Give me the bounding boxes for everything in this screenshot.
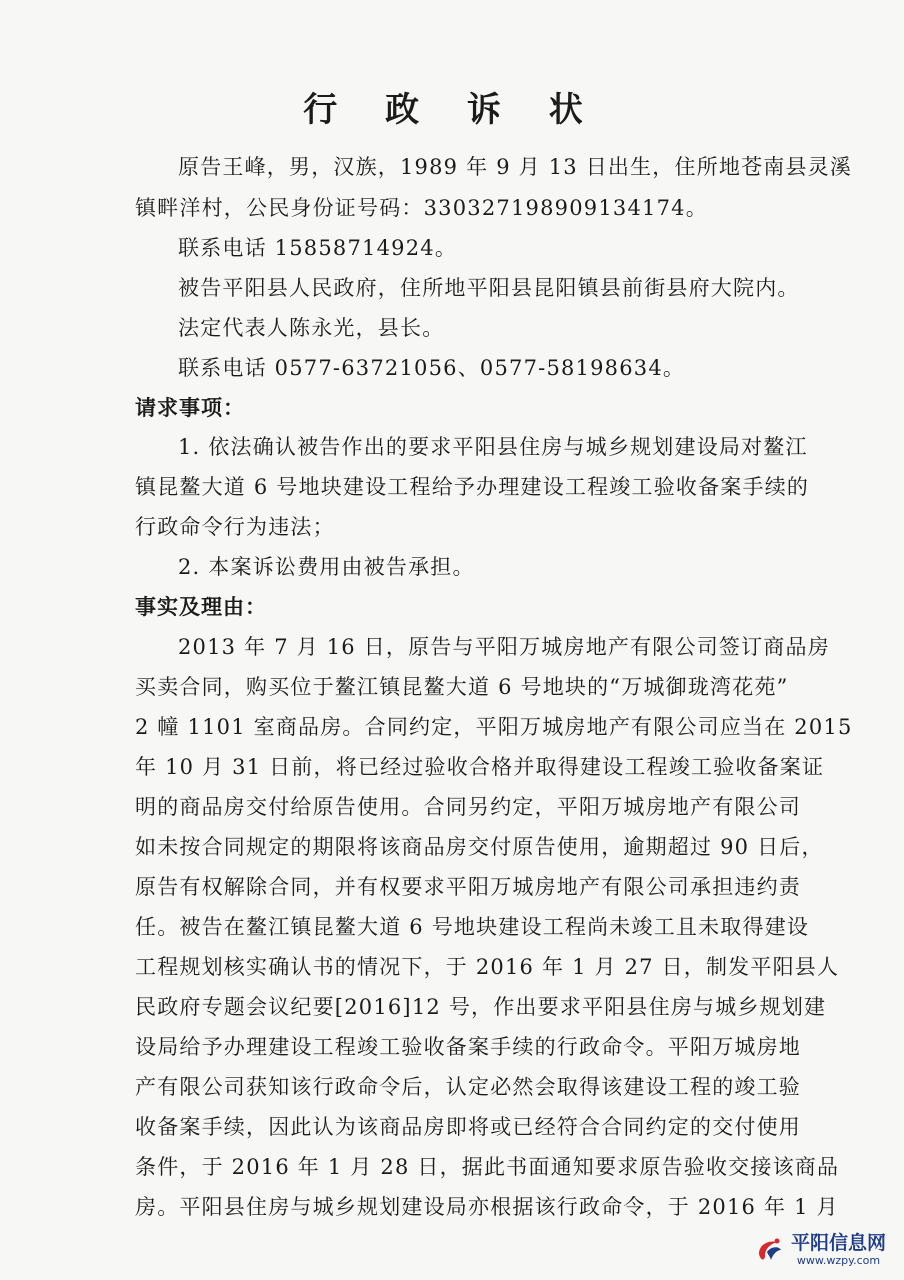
- text-line: 设局给予办理建设工程竣工验收备案手续的行政命令。平阳万城房地: [135, 1035, 801, 1059]
- site-watermark: [753, 1234, 886, 1266]
- text-line: 明的商品房交付给原告使用。合同另约定，平阳万城房地产有限公司: [135, 795, 801, 819]
- text-line: 买卖合同，购买位于鳌江镇昆鳌大道 6 号地块的“万城御珑湾花苑”: [135, 675, 789, 699]
- text-line: 条件，于 2016 年 1 月 28 日，据此书面通知要求原告验收交接该商品: [135, 1155, 840, 1179]
- text-line: 收备案手续，因此认为该商品房即将或已经符合合同约定的交付使用: [135, 1115, 801, 1139]
- text-line: 如未按合同规定的期限将该商品房交付原告使用，逾期超过 90 日后，: [135, 835, 824, 859]
- text-line-plaintiff-phone: 联系电话 15858714924。: [178, 236, 458, 260]
- claim-item-1: 1. 依法确认被告作出的要求平阳县住房与城乡规划建设局对鳌江: [178, 435, 808, 459]
- text-line: 镇昆鳌大道 6 号地块建设工程给予办理建设工程竣工验收备案手续的: [135, 475, 810, 499]
- text-line-legal-rep: 法定代表人陈永光，县长。: [178, 316, 445, 340]
- watermark-site-url: www.wzpy.com: [796, 1254, 881, 1267]
- text-line: 产有限公司获知该行政命令后，认定必然会取得该建设工程的竣工验: [135, 1075, 801, 1099]
- document-title: 行 政 诉 状: [303, 90, 601, 130]
- section-heading-claims: 请求事项：: [135, 396, 245, 420]
- text-line: 镇畔洋村，公民身份证号码：330327198909134174。: [135, 196, 708, 220]
- text-line: 年 10 月 31 日前，将已经过验收合格并取得建设工程竣工验收备案证: [135, 755, 825, 779]
- text-line-plaintiff: 原告王峰，男，汉族，1989 年 9 月 13 日出生，住所地苍南县灵溪: [178, 155, 853, 179]
- text-line-defendant: 被告平阳县人民政府，住所地平阳县昆阳镇县前街县府大院内。: [178, 276, 800, 300]
- text-line: 2 幢 1101 室商品房。合同约定，平阳万城房地产有限公司应当在 2015: [135, 715, 853, 739]
- text-line-facts-start: 2013 年 7 月 16 日，原告与平阳万城房地产有限公司签订商品房: [178, 635, 830, 659]
- wzpy-logo-icon: [753, 1234, 785, 1266]
- text-line-defendant-phone: 联系电话 0577-63721056、0577-58198634。: [178, 356, 686, 380]
- text-line: 工程规划核实确认书的情况下，于 2016 年 1 月 27 日，制发平阳县人: [135, 955, 840, 979]
- text-line: 原告有权解除合同，并有权要求平阳万城房地产有限公司承担违约责: [135, 875, 801, 899]
- claim-item-2: 2. 本案诉讼费用由被告承担。: [178, 555, 475, 579]
- text-line: 任。被告在鳌江镇昆鳌大道 6 号地块建设工程尚未竣工且未取得建设: [135, 915, 810, 939]
- watermark-site-name: 平阳信息网: [790, 1232, 886, 1254]
- text-line: 民政府专题会议纪要[2016]12 号，作出要求平阳县住房与城乡规划建: [135, 995, 827, 1019]
- text-line: 行政命令行为违法；: [135, 515, 335, 539]
- text-line: 房。平阳县住房与城乡规划建设局亦根据该行政命令，于 2016 年 1 月: [135, 1195, 839, 1219]
- section-heading-facts: 事实及理由：: [135, 595, 267, 619]
